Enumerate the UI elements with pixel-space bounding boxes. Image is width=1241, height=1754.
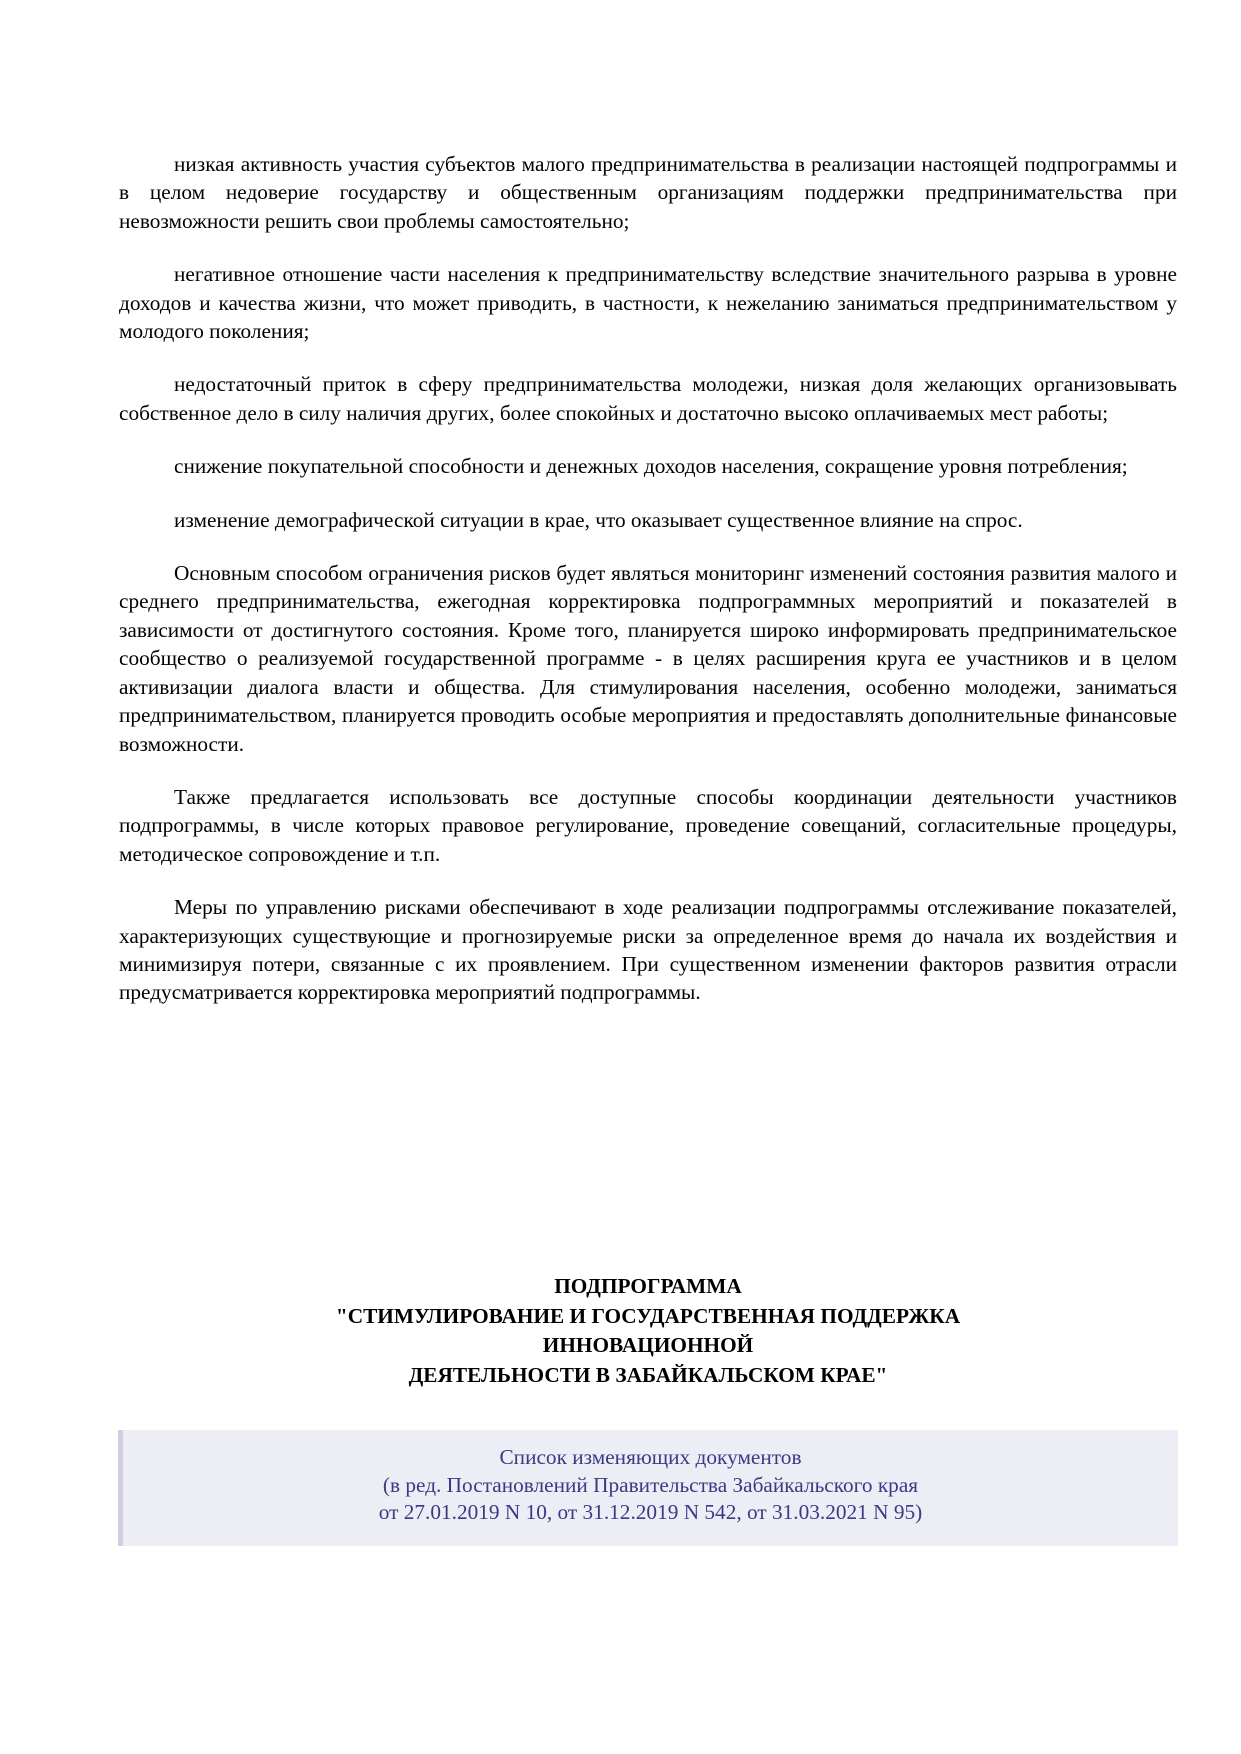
document-body: [119, 150, 1177, 1032]
paragraph-risk-low-activity: низкая активность участия субъектов малого предпринимательства в реализации настоящей подпрограммы и в целом недоверие государству и общественным организациям поддержки предпринимательства при невозможности решить свои проблемы самостоятельно;: [119, 152, 1177, 233]
amending-documents-line: от 27.01.2019 N 10, от 31.12.2019 N 542, от 31.03.2021 N 95): [378, 1500, 923, 1524]
paragraph-risk-negative-attitude: негативное отношение части населения к предпринимательству вследствие значительного разрыва в уровне доходов и качества жизни, что может приводить, в частности, к нежеланию заниматься предпринимательством у молодого поколения;: [119, 262, 1177, 344]
paragraph-coordination: Также предлагается использовать все доступные способы координации деятельности участников подпрограммы, в числе которых правовое регулирование, проведение совещаний, согласительные процедуры, методическое сопровождение и т.п.: [119, 784, 1177, 866]
paragraph-risk-purchasing-power: снижение покупательной способности и денежных доходов населения, сокращение уровня потребления;: [174, 454, 1128, 479]
paragraph-risk-demography: изменение демографической ситуации в крае, что оказывает существенное влияние на спрос.: [174, 507, 1023, 532]
paragraph-risk-mitigation: Основным способом ограничения рисков будет являться мониторинг изменений состояния развития малого и среднего предпринимательства, ежегодная корректировка подпрограммных мероприятий и показателей в зависимости от достигнутого состояния. Кроме того, планируется широко информировать предпринимательское сообщество о реализуемой государственной программе - в целях расширения круга ее участников и в целом активизации диалога власти и общества. Для стимулирования населения, особенно молодежи, заниматься предпринимательством, планируется проводить особые мероприятия и предоставлять дополнительные финансовые возможности.: [119, 561, 1177, 756]
paragraph-risk-management: Меры по управлению рисками обеспечивают в ходе реализации подпрограммы отслеживание показателей, характеризующих существующие и прогнозируемые риски за определенное время до начала их воздействия и минимизируя потери, связанные с их проявлением. При существенном изменении факторов развития отрасли предусматривается корректировка мероприятий подпрограммы.: [119, 895, 1177, 1005]
subprogram-title-line: ДЕЯТЕЛЬНОСТИ В ЗАБАЙКАЛЬСКОМ КРАЕ": [408, 1362, 888, 1387]
subprogram-title-line: ИННОВАЦИОННОЙ: [542, 1333, 754, 1357]
subprogram-title-line: "СТИМУЛИРОВАНИЕ И ГОСУДАРСТВЕННАЯ ПОДДЕРЖКА: [335, 1303, 961, 1328]
subprogram-title: [119, 1272, 1177, 1390]
amending-documents-line: (в ред. Постановлений Правительства Забайкальского края: [382, 1472, 919, 1497]
amending-documents-box: [118, 1430, 1178, 1546]
paragraph-risk-youth-inflow: недостаточный приток в сферу предпринимательства молодежи, низкая доля желающих организовывать собственное дело в силу наличия других, более спокойных и достаточно высоко оплачиваемых мест работы;: [119, 372, 1177, 425]
amending-documents-heading: Список изменяющих документов: [499, 1445, 802, 1469]
subprogram-title-line: ПОДПРОГРАММА: [554, 1274, 742, 1298]
